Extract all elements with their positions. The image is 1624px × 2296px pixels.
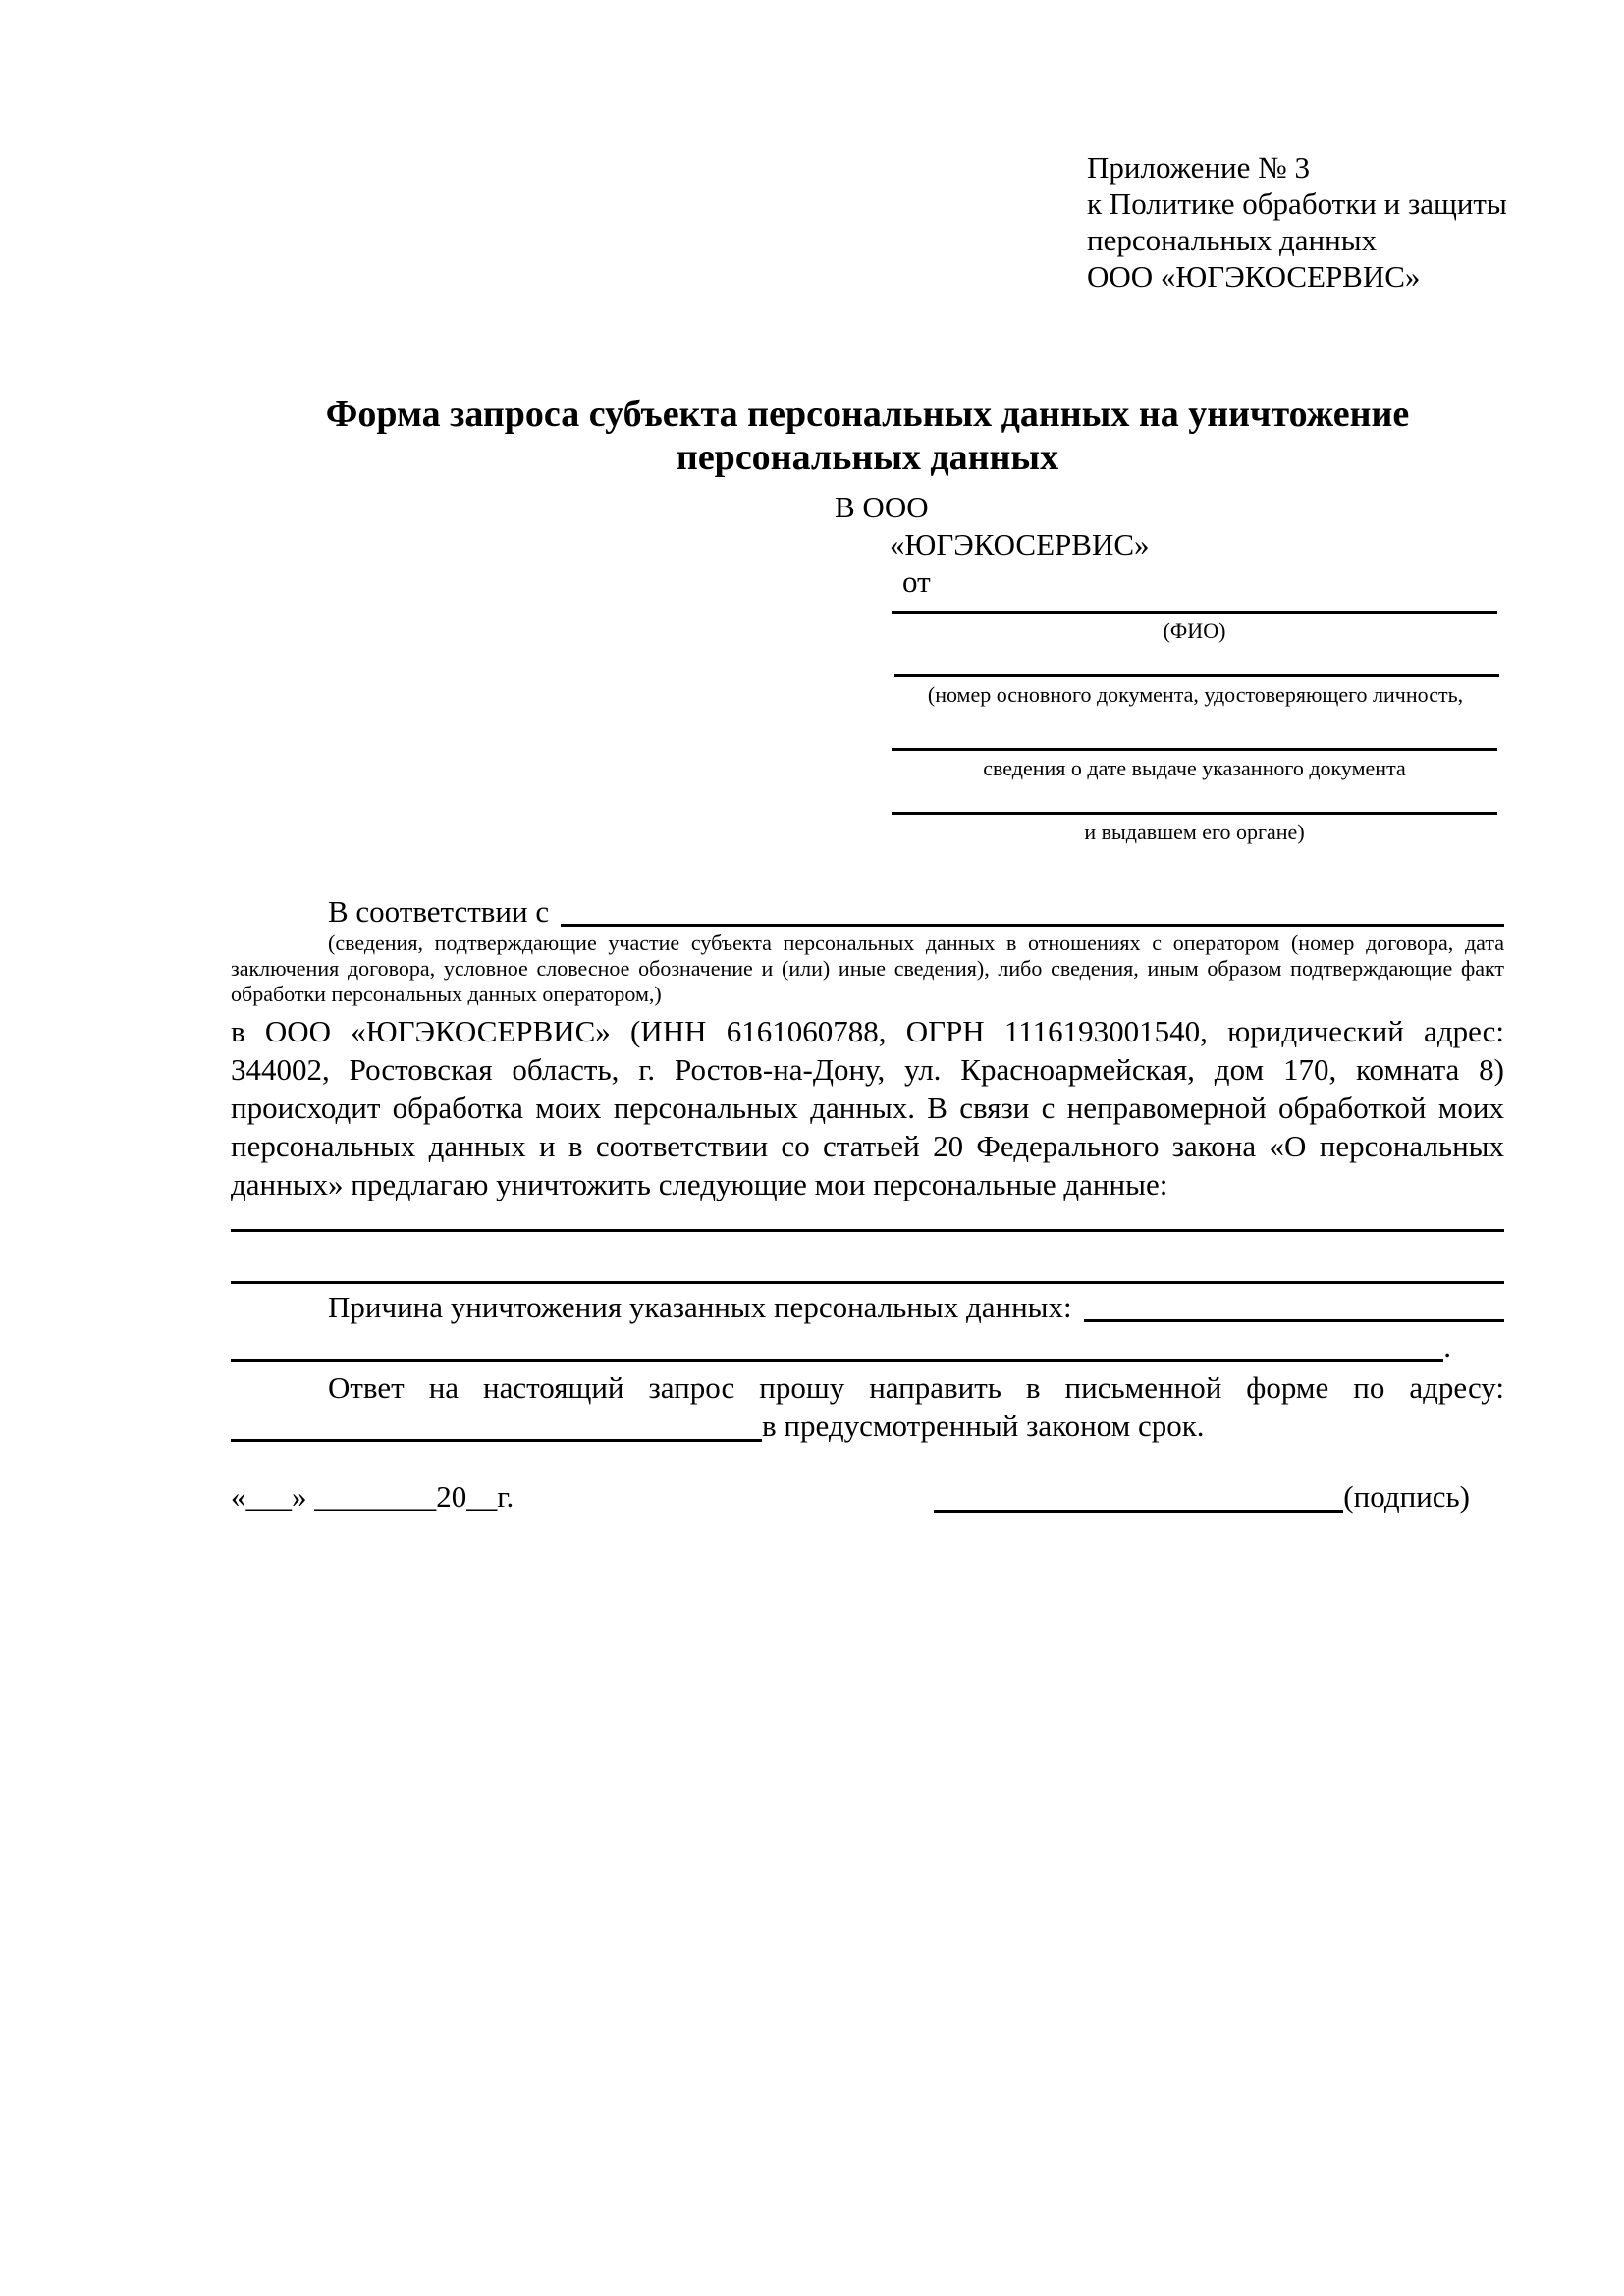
annex-line: Приложение № 3 (1087, 150, 1310, 185)
issuer-caption: и выдавшем его органе) (1084, 820, 1305, 844)
fio-caption: (ФИО) (1163, 618, 1226, 643)
addressee-org: «ЮГЭКОСЕРВИС» (890, 527, 1150, 561)
fio-blank-line (892, 611, 1497, 614)
reason-continuation-row (231, 1327, 1451, 1365)
addressee-from: от (902, 564, 931, 599)
signature-field (934, 1477, 1504, 1516)
reason-blank-line (1084, 1288, 1504, 1322)
date-field: «___» ________20__г. (231, 1479, 514, 1514)
signature-blank-line (934, 1482, 1343, 1513)
issue-date-blank-line (892, 748, 1497, 751)
reply-sentence: Ответ на настоящий запрос прошу направить в письменной форме по адресу: (328, 1370, 1504, 1405)
reply-address-blank-line (231, 1412, 762, 1442)
document-title (231, 393, 1504, 479)
identity-doc-caption: (номер основного документа, удостоверяющего личность, (927, 682, 1464, 707)
issue-date-caption: сведения о дате выдаче указанного документа (983, 756, 1406, 780)
reply-tail: в предусмотренный законом срок. (762, 1409, 1205, 1443)
reason-period: . (1443, 1329, 1451, 1363)
annex-line: ООО «ЮГЭКОСЕРВИС» (1087, 259, 1421, 294)
annex-line: к Политике обработки и защиты (1087, 187, 1507, 221)
addressee-to: В ООО (835, 490, 929, 524)
signature-row (231, 1477, 1504, 1516)
accordance-row (231, 892, 1504, 931)
document-title-line1: Форма запроса субъекта персональных данных на уничтожение (325, 394, 1410, 435)
annex-line: персональных данных (1087, 223, 1378, 257)
accordance-lead: В соответствии с (328, 894, 550, 929)
reply-paragraph (231, 1368, 1504, 1445)
data-blank-line-1 (231, 1229, 1504, 1232)
document-title-line2: персональных данных (676, 437, 1059, 478)
annex-reference-block (1087, 149, 1519, 294)
accordance-blank-line (561, 892, 1504, 927)
signature-caption: (подпись) (1343, 1479, 1470, 1514)
reason-row (231, 1288, 1504, 1326)
identity-doc-blank-line (894, 674, 1499, 677)
accordance-note: (сведения, подтверждающие участие субъекта персональных данных в отношениях с оператором (номер договора, дата заключения договора, условное словесное обозначение и (или) иные сведения), либо сведения, иным образом подтверждающие факт обработки персональных данных оператором,) (231, 931, 1504, 1006)
reason-blank-line-2 (231, 1327, 1443, 1362)
data-blank-line-2 (231, 1281, 1504, 1284)
reason-lead: Причина уничтожения указанных персональных данных: (328, 1290, 1072, 1324)
body-paragraph: в ООО «ЮГЭКОСЕРВИС» (ИНН 6161060788, ОГРН 1116193001540, юридический адрес: 344002, Ростовская область, г. Ростов-на-Дону, ул. Красноармейская, дом 170, комната 8) происходит обработка моих персональных данных. В связи с неправомерной обработкой моих персональных данных и в соответствии со статьей 20 Федерального закона «О персональных данных» предлагаю уничтожить следующие мои персональные данные: (231, 1014, 1504, 1201)
issuer-blank-line (892, 812, 1497, 815)
